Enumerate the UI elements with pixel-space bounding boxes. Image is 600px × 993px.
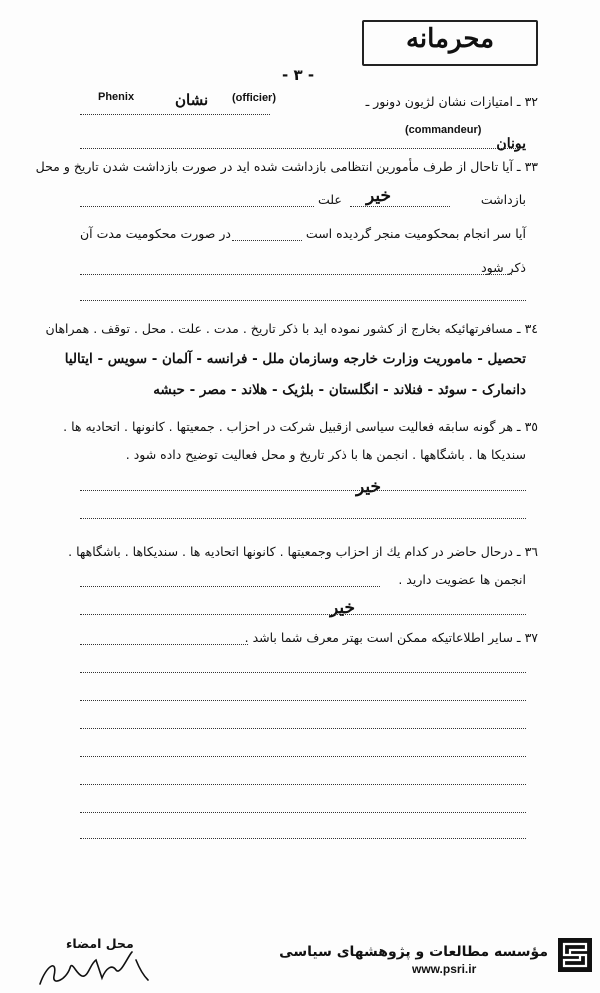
q36-answer-handwriting: خیر <box>330 598 356 618</box>
q37-line-6 <box>80 812 526 813</box>
q32-answer-line <box>80 114 270 115</box>
q33-mention-label: ذکر شود <box>481 260 526 275</box>
q33-answer-handwriting: خیر <box>366 186 392 206</box>
q32-latin-commandeur: (commandeur) <box>405 124 482 136</box>
q33-mention-line <box>80 274 512 275</box>
q35-text: ٣٥ ـ هر گونه سابقه فعالیت سیاسی ازقبیل شرکت در احزاب . جمعیتها . کانونها . اتحادیه ها . <box>63 419 538 434</box>
q35-answer-handwriting: خیر <box>356 477 382 497</box>
q37-line-5 <box>80 784 526 785</box>
q35-text-2: سندیکا ها . باشگاهها . انجمن ها با ذکر تاریخ و محل فعالیت توضیح داده شود . <box>125 447 526 462</box>
page-number: - ٣ - <box>282 66 315 84</box>
q37-line-3 <box>80 728 526 729</box>
q34-text: ٣٤ ـ مسافرتهائیکه بخارج از کشور نموده اید با ذکر تاریخ . مدت . علت . محل . توقف . همراهان <box>45 321 538 336</box>
q33-extra-line <box>80 300 526 301</box>
q32-handwriting-2: یونان <box>496 136 526 152</box>
q33-cause-label: علت <box>318 192 342 207</box>
q33-sub-text-2: در صورت محکومیت مدت آن <box>80 226 231 241</box>
signature-label: محل امضاء <box>66 936 134 951</box>
q35-line-1 <box>80 490 526 491</box>
q34-answer-line-2: دانمارک - سوئد - فنلاند - انگلستان - بلژیک - هلاند - مصر - حبشه <box>153 382 526 398</box>
q32-latin-phenix: Phenix <box>98 91 135 103</box>
q37-line-7 <box>80 838 526 839</box>
q33-cause-line <box>80 206 314 207</box>
q37-line-4 <box>80 756 526 757</box>
q33-sub-line <box>232 240 302 241</box>
institute-url: www.psri.ir <box>412 962 477 976</box>
stamp-text: محرمانه <box>405 24 495 54</box>
q34-answer-line-1: تحصیل - ماموریت وزارت خارجه وسازمان ملل - فرانسه - آلمان - سویس - ایتالیا <box>64 351 526 367</box>
q36-line-1 <box>80 586 380 587</box>
q32-handwriting-1: نشان <box>175 91 209 109</box>
q37-line-0 <box>80 644 248 645</box>
q37-line-2 <box>80 700 526 701</box>
q32-latin-officier: (officier) <box>232 92 276 104</box>
q33-text: ٣٣ ـ آیا تاحال از طرف مأمورین انتظامی بازداشت شده اید در صورت بازداشت شدن تاریخ و محل <box>35 159 538 174</box>
q36-line-2 <box>80 614 526 615</box>
q36-text: ٣٦ ـ درحال حاضر در کدام یك از احزاب وجمعیتها . کانونها اتحادیه ها . سندیکاها . باشگاهها . <box>68 544 538 559</box>
q36-text-2: انجمن ها عضویت دارید . <box>398 572 526 587</box>
q32-answer-line-2 <box>80 148 520 149</box>
q35-line-2 <box>80 518 526 519</box>
q33-arrest-line <box>350 206 450 207</box>
q33-arrest-label: بازداشت <box>480 192 526 207</box>
q37-text: ٣٧ ـ سایر اطلاعاتیکه ممکن است بهتر معرف شما باشد . <box>244 630 538 645</box>
institute-name: مؤسسه مطالعات و پژوهشهای سیاسی <box>279 944 548 960</box>
q37-line-1 <box>80 672 526 673</box>
handwritten-signature <box>36 946 156 990</box>
institute-logo-icon <box>558 938 592 972</box>
q32-text: ٣٢ ـ امتیازات نشان لژیون دونور ـ <box>365 94 538 109</box>
q33-sub-text: آیا سر انجام بمحکومیت منجر گردیده است <box>305 226 526 241</box>
